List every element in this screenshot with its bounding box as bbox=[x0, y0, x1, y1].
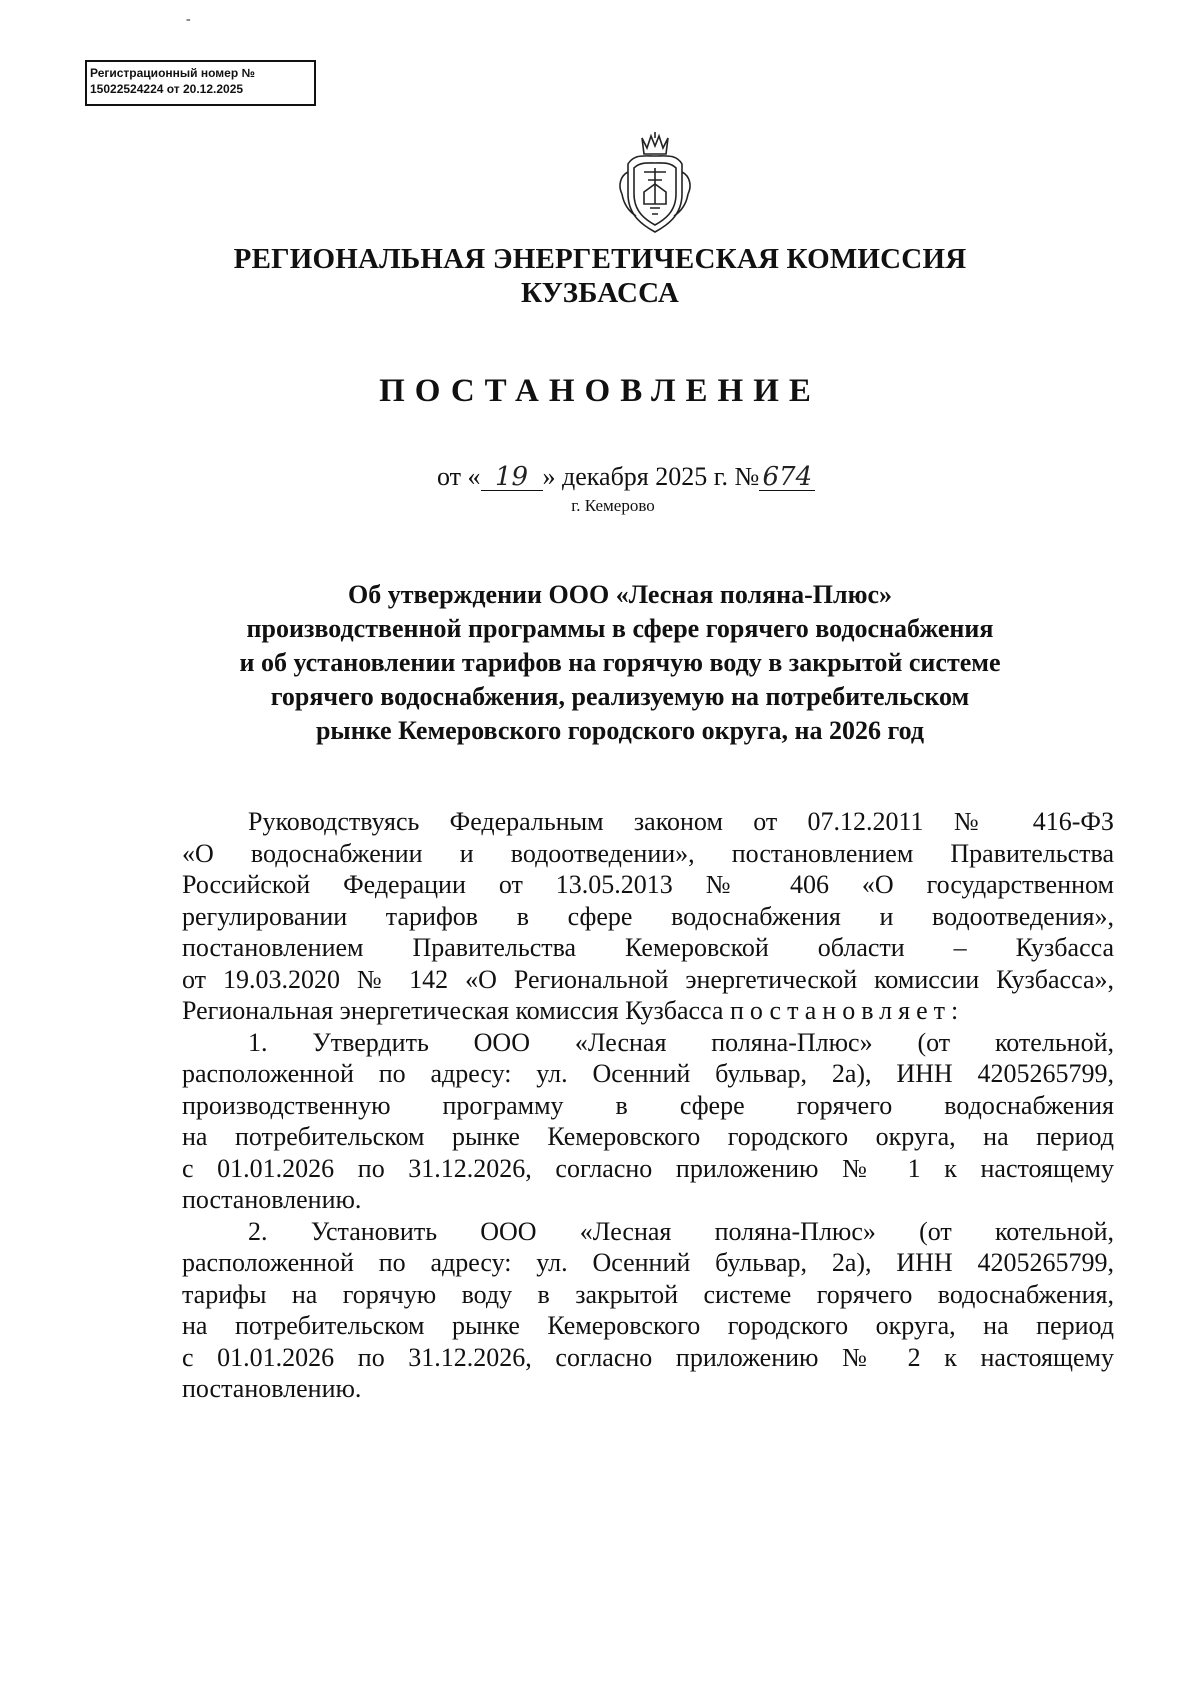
title-line: горячего водоснабжения, реализуемую на потребительском bbox=[270, 682, 970, 711]
document-type: ПОСТАНОВЛЕНИЕ bbox=[379, 373, 821, 409]
document-date-line bbox=[437, 462, 815, 492]
body-line bbox=[182, 1247, 1114, 1279]
date-prefix: от « bbox=[437, 462, 481, 491]
coat-of-arms-icon bbox=[614, 132, 696, 236]
body-line bbox=[182, 1373, 1114, 1405]
body-line-text: 2. Установить ООО «Лесная поляна-Плюс» (от котельной, bbox=[248, 1216, 1114, 1246]
body-line-text: от 19.03.2020 № 142 «О Региональной энергетической комиссии Кузбасса», bbox=[182, 964, 1114, 994]
registration-line-1: Регистрационный номер № bbox=[90, 66, 255, 80]
body-line-text: Российской Федерации от 13.05.2013 № 406 «О государственном bbox=[182, 870, 1114, 899]
document-number-handwritten: 674 bbox=[759, 464, 815, 491]
body-line bbox=[182, 1027, 1114, 1059]
document-body bbox=[182, 806, 1114, 1405]
body-line-text: расположенной по адресу: ул. Осенний бульвар, 2а), ИНН 4205265799, bbox=[182, 1059, 1114, 1088]
body-line bbox=[182, 869, 1114, 901]
body-line bbox=[182, 1342, 1114, 1374]
title-line: рынке Кемеровского городского округа, на 2026 год bbox=[315, 716, 925, 745]
document-city: г. Кемерово bbox=[571, 496, 655, 515]
title-line: производственной программы в сфере горячего водоснабжения bbox=[246, 614, 994, 643]
body-line-text: постановлению. bbox=[182, 1185, 362, 1214]
body-line bbox=[182, 1216, 1114, 1248]
body-line-text: «О водоснабжении и водоотведении», постановлением Правительства bbox=[182, 838, 1114, 868]
body-line-text: тарифы на горячую воду в закрытой системе горячего водоснабжения, bbox=[182, 1279, 1114, 1309]
organization-name-line-1: РЕГИОНАЛЬНАЯ ЭНЕРГЕТИЧЕСКАЯ КОМИССИЯ bbox=[233, 243, 967, 275]
registration-line-2: 15022524224 от 20.12.2025 bbox=[90, 82, 244, 96]
body-line bbox=[182, 932, 1114, 964]
body-line-text: на потребительском рынке Кемеровского городского округа, на период bbox=[182, 1122, 1114, 1151]
body-line bbox=[182, 1279, 1114, 1311]
body-line-text: производственную программу в сфере горячего водоснабжения bbox=[182, 1090, 1114, 1120]
body-line bbox=[182, 901, 1114, 933]
registration-stamp bbox=[85, 60, 316, 106]
body-line bbox=[182, 1090, 1114, 1122]
body-line bbox=[182, 1310, 1114, 1342]
body-line bbox=[182, 806, 1114, 838]
body-line bbox=[182, 964, 1114, 996]
date-day-handwritten: 19 bbox=[481, 464, 543, 491]
body-line-text: с 01.01.2026 по 31.12.2026, согласно приложению № 1 к настоящему bbox=[182, 1153, 1114, 1183]
body-line-text: Региональная энергетическая комиссия Кузбасса bbox=[182, 996, 730, 1025]
body-line-text: регулировании тарифов в сфере водоснабжения и водоотведения», bbox=[182, 901, 1114, 931]
body-line bbox=[182, 995, 1114, 1027]
body-line bbox=[182, 1058, 1114, 1090]
body-line bbox=[182, 1184, 1114, 1216]
title-line: и об установлении тарифов на горячую воду в закрытой системе bbox=[239, 648, 1001, 677]
body-line-text: с 01.01.2026 по 31.12.2026, согласно приложению № 2 к настоящему bbox=[182, 1342, 1114, 1372]
body-line-text: 1. Утвердить ООО «Лесная поляна-Плюс» (от котельной, bbox=[248, 1027, 1114, 1057]
scan-mark: - bbox=[186, 12, 191, 27]
date-middle: » декабря 2025 г. № bbox=[542, 462, 760, 491]
body-line bbox=[182, 838, 1114, 870]
body-line-text: постановлением Правительства Кемеровской области – Кузбасса bbox=[182, 933, 1114, 962]
title-line: Об утверждении ООО «Лесная поляна-Плюс» bbox=[348, 580, 892, 609]
body-line bbox=[182, 1153, 1114, 1185]
body-line-text: на потребительском рынке Кемеровского городского округа, на период bbox=[182, 1311, 1114, 1340]
body-line-text: Руководствуясь Федеральным законом от 07.12.2011 № 416-ФЗ bbox=[248, 807, 1114, 836]
document-title bbox=[0, 578, 1200, 748]
body-line-text: расположенной по адресу: ул. Осенний бульвар, 2а), ИНН 4205265799, bbox=[182, 1248, 1114, 1277]
body-line-spaced-word: постановляет: bbox=[729, 996, 965, 1025]
organization-name-line-2: КУЗБАССА bbox=[521, 277, 679, 309]
body-line-text: постановлению. bbox=[182, 1374, 362, 1403]
body-line bbox=[182, 1121, 1114, 1153]
